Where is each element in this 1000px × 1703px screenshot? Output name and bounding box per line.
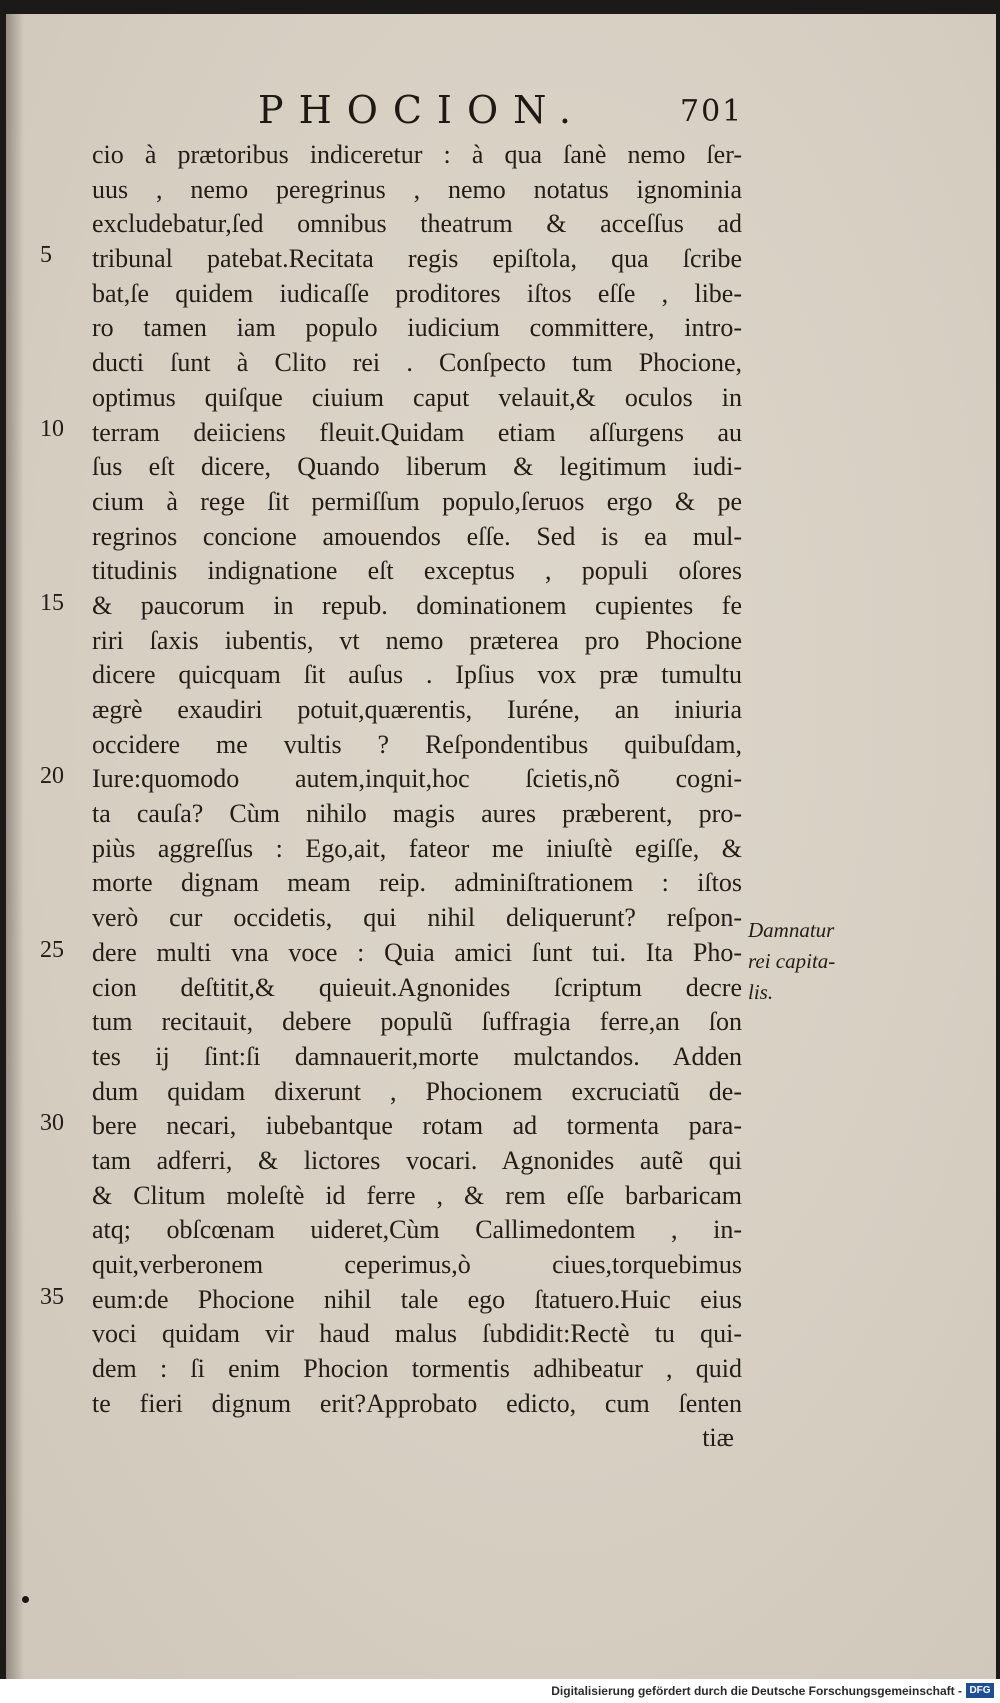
text-line: tum recitauit, debere populũ ſuffragia ferre,an ſon bbox=[92, 1007, 742, 1037]
line-number: 15 bbox=[40, 590, 64, 616]
line-number: 35 bbox=[40, 1284, 64, 1310]
text-line: riri ſaxis iubentis, vt nemo præterea pro Phocione bbox=[92, 625, 742, 655]
text-line: tam adferri, & lictores vocari. Agnonides autẽ qui bbox=[92, 1145, 742, 1175]
text-line: & paucorum in repub. dominationem cupientes fe bbox=[92, 590, 742, 620]
text-line: bat,ſe quidem iudicaſſe proditores iſtos eſſe , libe- bbox=[92, 278, 742, 308]
marginal-note-line: lis. bbox=[748, 980, 774, 1004]
text-line: optimus quiſque ciuium caput velauit,& oculos in bbox=[92, 382, 742, 412]
funding-credit: Digitalisierung gefördert durch die Deutsche Forschungsgemeinschaft - bbox=[551, 1684, 962, 1698]
text-line: ægrè exaudiri potuit,quærentis, Iuréne, an iniuria bbox=[92, 695, 742, 724]
text-line: & Clitum moleſtè id ferre , & rem eſſe barbaricam bbox=[92, 1180, 742, 1210]
page-gutter-shadow bbox=[6, 14, 24, 1679]
text-line: dum quidam dixerunt , Phocionem excruciatũ de- bbox=[92, 1076, 742, 1106]
text-line: cio à prætoribus indiceretur : à qua ſanè nemo ſer- bbox=[92, 140, 742, 169]
page-number: 701 bbox=[680, 94, 744, 129]
text-line: tribunal patebat.Recitata regis epiſtola, qua ſcribe bbox=[92, 244, 742, 274]
text-line: morte dignam meam reip. adminiſtrationem : iſtos bbox=[92, 868, 742, 898]
text-line: ſus eſt dicere, Quando liberum & legitimum iudi- bbox=[92, 452, 742, 482]
text-line: ta cauſa? Cùm nihilo magis aures præberent, pro- bbox=[92, 799, 742, 829]
text-line: cion deſtitit,& quieuit.Agnonides ſcriptum decre bbox=[92, 972, 742, 1002]
text-line: cium à rege ſit permiſſum populo,ſeruos ergo & pe bbox=[92, 486, 742, 516]
line-number: 20 bbox=[40, 763, 64, 789]
text-line: tes ij ſint:ſi damnauerit,morte mulctandos. Adden bbox=[92, 1041, 742, 1071]
text-line: titudinis indignatione eſt exceptus , populi oſores bbox=[92, 556, 742, 586]
text-line: ro tamen iam populo iudicium committere, intro- bbox=[92, 313, 742, 343]
text-line: dere multi vna voce : Quia amici ſunt tui. Ita Pho- bbox=[92, 937, 742, 967]
line-number: 30 bbox=[40, 1110, 64, 1136]
text-line: uus , nemo peregrinus , nemo notatus ignominia bbox=[92, 174, 742, 204]
text-line: te fieri dignum erit?Approbato edicto, cum ſenten bbox=[92, 1388, 742, 1418]
text-line: regrinos concione amouendos eſſe. Sed is ea mul- bbox=[92, 521, 742, 551]
footer-bar bbox=[0, 1679, 1000, 1703]
marginal-note-line: rei capita- bbox=[748, 949, 836, 973]
text-line: Iure:quomodo autem,inquit,hoc ſcietis,nõ cogni- bbox=[92, 764, 742, 794]
text-line: dicere quicquam ſit auſus . Ipſius vox præ tumultu bbox=[92, 660, 742, 690]
text-line: dem : ſi enim Phocion tormentis adhibeatur , quid bbox=[92, 1354, 742, 1384]
text-line: occidere me vultis ? Reſpondentibus quibuſdam, bbox=[92, 729, 742, 759]
catchword: tiæ bbox=[702, 1423, 734, 1453]
marginal-note-line: Damnatur bbox=[748, 918, 835, 942]
text-line: bere necari, iubebantque rotam ad tormenta para- bbox=[92, 1111, 742, 1141]
line-number: 10 bbox=[40, 416, 64, 442]
text-line: piùs aggreſſus : Ego,ait, fateor me iniuſtè egiſſe, & bbox=[92, 833, 742, 863]
marginal-note bbox=[748, 915, 908, 1008]
text-line: quit,verberonem ceperimus,ò ciues,torquebimus bbox=[92, 1250, 742, 1279]
ink-spot bbox=[22, 1596, 29, 1603]
dfg-logo: DFG bbox=[966, 1683, 994, 1698]
text-line: eum:de Phocione nihil tale ego ſtatuero.Huic eius bbox=[92, 1284, 742, 1314]
text-line: atq; obſcœnam uideret,Cùm Callimedontem , in- bbox=[92, 1215, 742, 1245]
text-line: voci quidam vir haud malus ſubdidit:Rectè tu qui- bbox=[92, 1319, 742, 1349]
line-number: 5 bbox=[40, 242, 52, 268]
text-line: ducti ſunt à Clito rei . Conſpecto tum Phocione, bbox=[92, 348, 742, 378]
text-line: excludebatur,ſed omnibus theatrum & acceſſus ad bbox=[92, 209, 742, 239]
running-head: PHOCION. bbox=[258, 88, 586, 132]
text-line: verò cur occidetis, qui nihil deliquerunt? reſpon- bbox=[92, 903, 742, 933]
page-header bbox=[0, 80, 1000, 140]
body-text bbox=[92, 138, 742, 1456]
text-line: terram deiiciens fleuit.Quidam etiam aſſurgens au bbox=[92, 417, 742, 447]
line-number: 25 bbox=[40, 937, 64, 963]
